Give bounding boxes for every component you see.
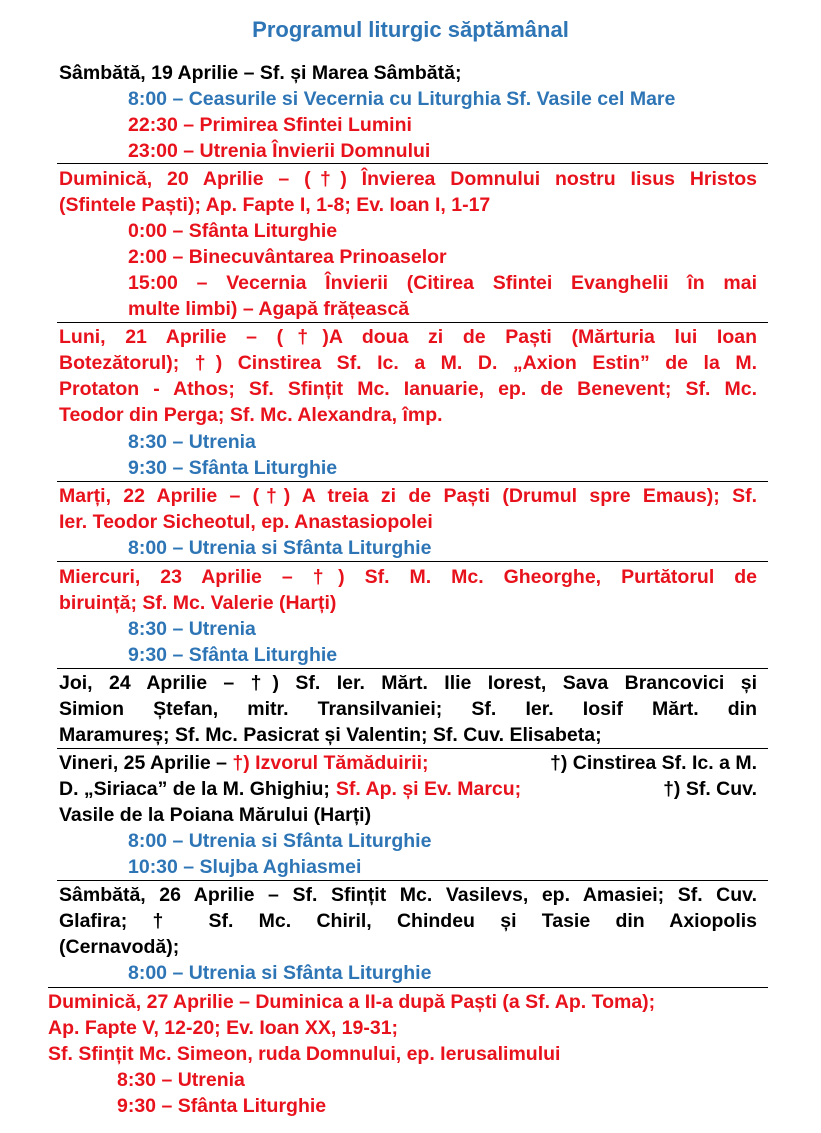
day-heading: Sâmbătă, 19 Aprilie – Sf. și Marea Sâmbătă; [59,62,462,84]
service-item: 8:00 – Utrenia si Sfânta Liturghie [128,962,432,984]
day-heading: Luni, 21 Aprilie – (†)A doua zi de Paști (Mărturia lui Ioan [59,326,757,348]
day-heading: Sâmbătă, 26 Aprilie – Sf. Sfințit Mc. Vasilevs, ep. Amasiei; Sf. Cuv. [59,884,757,906]
day-heading: Ap. Fapte V, 12-20; Ev. Ioan XX, 19-31; [48,1017,399,1039]
service-item: multe limbi) – Agapă frățească [128,298,410,320]
service-item: 8:30 – Utrenia [117,1069,245,1091]
service-item: 8:00 – Utrenia si Sfânta Liturghie [128,830,432,852]
heading-part: Vineri, 25 Aprilie – [59,752,233,774]
day-heading: Glafira; † Sf. Mc. Chiril, Chindeu și Tasie din Axiopolis [59,910,757,932]
day-heading: (Sfintele Paști); Ap. Fapte I, 1-8; Ev. Ioan I, 1-17 [59,194,491,216]
divider [57,481,768,482]
day-heading: Duminică, 27 Aprilie – Duminica a II-a după Paști (a Sf. Ap. Toma); [48,991,656,1013]
service-item: 8:30 – Utrenia [128,618,256,640]
heading-part: D. „Siriaca” de la M. Ghighiu; [59,778,330,800]
heading-part: †) Cinstirea Sf. Ic. a M. [544,752,757,774]
day-heading: Miercuri, 23 Aprilie – †) Sf. M. Mc. Gheorghe, Purtătorul de [59,566,757,588]
service-item: 22:30 – Primirea Sfintei Lumini [128,114,412,136]
day-heading: Protaton - Athos; Sf. Sfințit Mc. Ianuarie, ep. de Benevent; Sf. Mc. [59,378,757,400]
day-heading: Maramureș; Sf. Mc. Pasicrat și Valentin; Sf. Cuv. Elisabeta; [59,724,602,746]
service-item: 0:00 – Sfânta Liturghie [128,220,338,242]
service-item: 8:30 – Utrenia [128,431,256,453]
service-item: 9:30 – Sfânta Liturghie [128,644,338,666]
service-item: 15:00 – Vecernia Învierii (Citirea Sfintei Evanghelii în mai [128,272,757,294]
day-heading [59,750,757,776]
day-heading: Marți, 22 Aprilie – (†) A treia zi de Paști (Drumul spre Emaus); Sf. [59,485,757,507]
day-heading: Joi, 24 Aprilie – †) Sf. Ier. Mărt. Ilie Iorest, Sava Brancovici și [59,672,757,694]
day-heading: Ier. Teodor Sicheotul, ep. Anastasiopolei [59,511,433,533]
service-item: 9:30 – Sfânta Liturghie [117,1095,327,1117]
day-heading: Sf. Sfințit Mc. Simeon, ruda Domnului, ep. Ierusalimului [48,1043,561,1065]
day-heading: Teodor din Perga; Sf. Mc. Alexandra, împ. [59,404,443,426]
service-item: 23:00 – Utrenia Învierii Domnului [128,140,431,162]
divider [57,561,768,562]
divider [57,163,768,164]
divider [57,748,768,749]
heading-part: †) Sf. Cuv. [657,778,757,800]
day-heading: Simion Ștefan, mitr. Transilvaniei; Sf. Ier. Iosif Mărt. din [59,698,757,720]
service-item: 8:00 – Ceasurile si Vecernia cu Liturghia Sf. Vasile cel Mare [128,88,676,110]
service-item: 8:00 – Utrenia si Sfânta Liturghie [128,537,432,559]
divider [48,987,768,988]
day-heading: Duminică, 20 Aprilie – (†) Învierea Domnului nostru Iisus Hristos [59,168,757,190]
page-title: Programul liturgic săptămânal [252,17,569,42]
heading-part: †) Izvorul Tămăduirii; [232,752,429,774]
day-heading: biruință; Sf. Mc. Valerie (Harți) [59,592,337,614]
divider [57,668,768,669]
service-item: 9:30 – Sfânta Liturghie [128,457,338,479]
service-item: 10:30 – Slujba Aghiasmei [128,856,362,878]
day-heading: Vasile de la Poiana Mărului (Harți) [59,804,372,826]
divider [57,322,768,323]
heading-part: Sf. Ap. și Ev. Marcu; [335,778,522,800]
service-item: 2:00 – Binecuvântarea Prinoaselor [128,246,447,268]
day-heading: (Cernavodă); [59,936,180,958]
divider [57,880,768,881]
day-heading: Botezătorul); †) Cinstirea Sf. Ic. a M. D. „Axion Estin” de la M. [59,352,757,374]
day-heading [59,776,757,802]
